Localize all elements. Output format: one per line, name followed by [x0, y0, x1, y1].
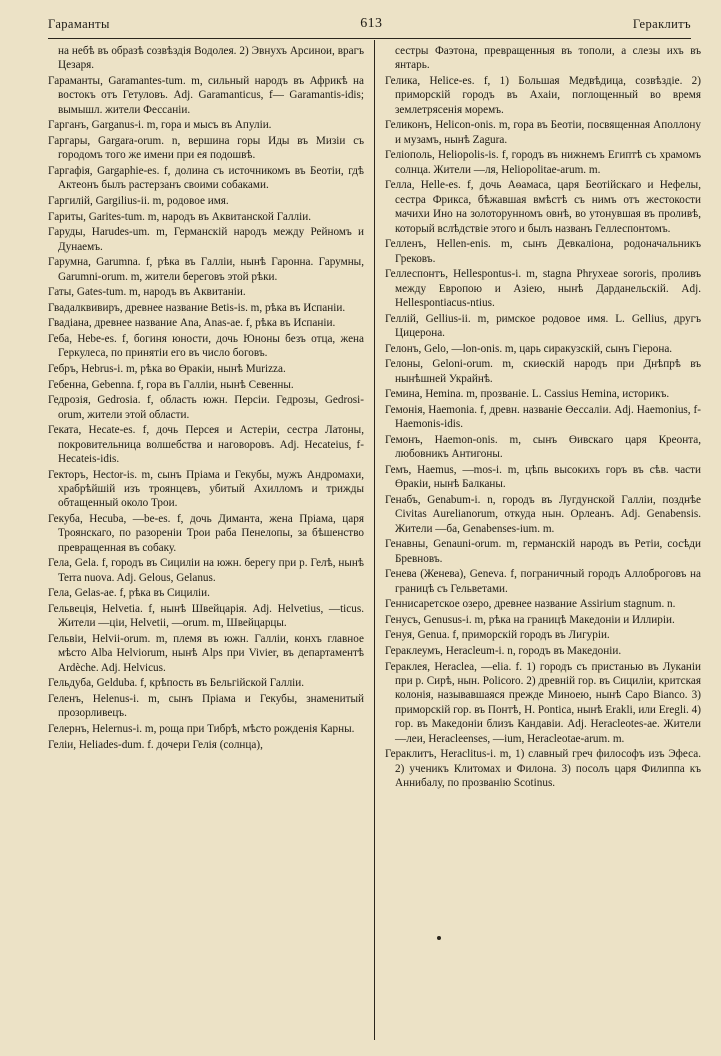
- dictionary-entry: Гебръ, Hebrus-i. m, рѣка во Өракіи, нынѣ Murizza.: [48, 362, 286, 375]
- dictionary-entry: Гебенна, Gebenna. f, гора въ Галліи, нынѣ Севенны.: [48, 378, 294, 391]
- dictionary-entry: Гаты, Gates-tum. m, народъ въ Аквитаніи.: [48, 286, 246, 299]
- dictionary-entry: Геката, Hecate-es. f, дочь Персея и Астеріи, сестра Латоны, покровительница волшебства и наговоровъ. Adj. Hecateius, f- Hecateis-idis.: [48, 424, 364, 465]
- dictionary-entry: сестры Фаэтона, превращенныя въ тополи, а слезы ихъ въ янтарь.: [395, 45, 701, 72]
- dictionary-entry: Гераклитъ, Heraclitus-i. m, 1) славный греч философъ изъ Эфеса. 2) ученикъ Клитомах и Филона. 3) посолъ царя Филиппа къ Аннибалу, по прозванію Scotinus.: [385, 748, 701, 790]
- dictionary-entry: Генабъ, Genabum-i. n, городъ въ Лугдунской Галліи, позднѣе Civitas Aurelianorum, откуда нын. Орлеанъ. Adj. Genabensis. Жители —ба, Genabenses-ium. m.: [385, 493, 701, 535]
- dictionary-entry: Генуя, Genua. f, приморскій городъ въ Лигуріи.: [385, 629, 610, 642]
- dictionary-entry: Гемъ, Haemus, —mos-i. m, цѣпь высокихъ горъ въ сѣв. части Өракіи, нынѣ Балканы.: [385, 463, 701, 491]
- dictionary-entry: Геленъ, Helenus-i. m, сынъ Пріама и Гекубы, знаменитый прозорливецъ.: [48, 692, 364, 720]
- dictionary-entry: Гвадалквивиръ, древнее название Betis-is. m, рѣка въ Испаніи.: [48, 301, 346, 314]
- dictionary-entry: Генавны, Genauni-orum. m, германскій народъ въ Ретіи, сосѣди Бревновъ.: [385, 538, 701, 565]
- dictionary-entry: Гариты, Garites-tum. m, народъ въ Аквитанской Галліи.: [48, 210, 312, 223]
- dictionary-entry: Гелика, Helice-es. f, 1) Большая Медвѣдица, созвѣздіе. 2) приморскій городъ въ Ахаіи, поглощенный во время землетрясенія моремъ.: [385, 75, 701, 116]
- dictionary-entry: Геллеспонтъ, Hellespontus-i. m, stagna Phryxeae sororis, проливъ между Европою и Азіею, нынѣ Дарданельскій. Adj. Hellespontiacus-ntius.: [385, 268, 701, 310]
- dictionary-entry: Геба, Hebe-es. f, богиня юности, дочь Юноны безъ отца, жена Геркулеса, по принятіи его въ число боговъ.: [48, 332, 364, 360]
- page-number: 613: [360, 16, 383, 31]
- header-left-word: Гараманты: [48, 16, 110, 31]
- dictionary-entry: Гелонъ, Gelo, —lon-onis. m, царь сиракузскій, сынъ Гіерона.: [385, 342, 673, 355]
- dictionary-entry: Гелла, Helle-es. f, дочь Аөамаса, царя Беотійскаго и Нефелы, сестра Фрикса, бѣжавшая вмѣстѣ съ нимъ отъ жестокости мачихи Ино на золоторунномъ овнѣ, во утонувшая въ проливѣ, который вслѣдствіе этого и былъ названъ Геллеспонтомъ.: [385, 179, 701, 235]
- dictionary-entry: Гела, Gelas-ae. f, рѣка въ Сициліи.: [48, 587, 210, 600]
- dictionary-entry: Гемина, Hemina. m, прозваніе. L. Cassius Hemina, историкъ.: [385, 388, 670, 401]
- dictionary-entry: Гедрозія, Gedrosia. f, область южн. Персіи. Гедрозы, Gedrosi-orum, жители этой области.: [48, 394, 364, 421]
- end-dot: [437, 936, 441, 940]
- dictionary-entry: Гельдуба, Gelduba. f, крѣпость въ Бельгійской Галліи.: [48, 677, 305, 690]
- column-divider: [374, 40, 375, 1040]
- dictionary-entry: Гелернъ, Helernus-i. m, роща при Тибрѣ, мѣсто рожденія Карны.: [48, 722, 355, 735]
- dictionary-entry: Гемонъ, Haemon-onis. m, сынъ Өивскаго царя Креонта, любовникъ Антигоны.: [385, 433, 701, 461]
- dictionary-entry: Гераклеумъ, Heracleum-i. n, городъ въ Македоніи.: [385, 645, 622, 657]
- dictionary-entry: Гела, Gela. f, городъ въ Сициліи на южн. берегу при р. Гелѣ, нынѣ Terra nuova. Adj. Gelous, Gelanus.: [48, 557, 364, 584]
- dictionary-entry: Гвадіана, древнее название Ana, Anas-ae. f, рѣка въ Испаніи.: [48, 317, 336, 330]
- dictionary-entry: Гекуба, Hecuba, —be-es. f, дочь Диманта, жена Пріама, царя Троянскаго, по разореніи Трои раба Пенелопы, за бѣшенство превращенная въ собаку.: [48, 512, 364, 554]
- dictionary-entry: Гераклея, Heraclea, —elia. f. 1) городъ съ пристанью въ Луканіи при р. Сирѣ, нын. Policoro. 2) древній гор. въ Сициліи, критская колонія, называвшаяся прежде Миноею, нынѣ Capo Bianco. 3) приморскій гор. въ Понтѣ, H. Pontica, нынѣ Erakli, или Eregli. 4) гор. въ Македоніи близъ Кандавіи. Adj. Heracleotes-ae. Жители —леи, Heracleenses, —ium, Heracleotae-arum. m.: [385, 660, 701, 745]
- dictionary-entry: Генева (Женева), Geneva. f, пограничный городъ Аллоброговъ на границѣ съ Гельветами.: [385, 568, 701, 595]
- right-column: [385, 44, 701, 792]
- dictionary-entry: Гелоны, Geloni-orum. m, скиөскій народъ при Днѣпрѣ въ нынѣшней Украйнѣ.: [385, 358, 701, 385]
- dictionary-entry: Гаруды, Harudes-um. m, Германскій народъ между Рейномъ и Дунаемъ.: [48, 226, 364, 253]
- dictionary-entry: Гельвіи, Helvii-orum. m, племя въ южн. Галліи, конхъ главное мѣсто Alba Helviorum, нынѣ Alps при Vivier, въ департаментѣ Ardèche. Adj. Helvicus.: [48, 632, 364, 674]
- dictionary-entry: Геликонъ, Helicon-onis. m, гора въ Беотіи, посвященная Аполлону и музамъ, нынѣ Zagura.: [385, 119, 701, 146]
- header-rule: [48, 38, 691, 39]
- dictionary-entry: Гараманты, Garamantes-tum. m, сильный народъ въ Африкѣ на востокъ отъ Гетуловъ. Adj. Garamanticus, f— Garamantis-idis; вымышл. жители Фессаніи.: [48, 75, 364, 116]
- dictionary-entry: Гарумна, Garumna. f, рѣка въ Галліи, нынѣ Гаронна. Гарумны, Garumni-orum. m, жители береговъ этой рѣки.: [48, 256, 364, 283]
- left-column: [48, 44, 364, 753]
- dictionary-entry: Генусъ, Genusus-i. m, рѣка на границѣ Македоніи и Иллиріи.: [385, 613, 675, 626]
- dictionary-entry: Геліополь, Heliopolis-is. f, городъ въ нижнемъ Египтѣ съ храмомъ солнца. Жители —ля, Heliopolitae-arum. m.: [385, 149, 701, 176]
- dictionary-entry: Гельвеція, Helvetia. f, нынѣ Швейцарія. Adj. Helvetius, —ticus. Жители —ціи, Helvetii, —orum. m, Швейцарцы.: [48, 602, 364, 630]
- dictionary-entry: Геліи, Heliades-dum. f. дочери Гелія (солнца),: [48, 738, 263, 751]
- dictionary-entry: Гаргилій, Gargilius-ii. m, родовое имя.: [48, 195, 229, 207]
- dictionary-entry: Гаргафія, Gargaphie-es. f, долина съ источникомъ въ Беотіи, гдѣ Актеонъ былъ растерзанъ своими собаками.: [48, 165, 364, 192]
- dictionary-entry: Геннисаретское озеро, древнее название Assirium stagnum. n.: [385, 598, 676, 611]
- dictionary-entry: на небѣ въ образѣ созвѣздія Водолея. 2) Эвнухъ Арсинои, врагъ Цезаря.: [58, 45, 364, 72]
- dictionary-entry: Гекторъ, Hector-is. m, сынъ Пріама и Гекубы, мужъ Андромахи, храбрѣйшій изъ троянцевъ, убитый Ахилломъ и трижды обтащенный около Трои.: [48, 468, 364, 510]
- header-right-word: Гераклитъ: [632, 16, 691, 31]
- dictionary-entry: Гелленъ, Hellen-enis. m, сынъ Девкаліона, родоначальникъ Грековъ.: [385, 238, 701, 265]
- running-header: [48, 14, 691, 34]
- dictionary-entry: Геллій, Gellius-ii. m, римское родовое имя. L. Gellius, другъ Цицерона.: [385, 312, 701, 340]
- dictionary-entry: Гарганъ, Garganus-i. m, гора и мысъ въ Апуліи.: [48, 119, 272, 132]
- dictionary-entry: Гаргары, Gargara-orum. n, вершина горы Иды въ Мизіи съ городомъ того же имени при ея подошвѣ.: [48, 135, 364, 162]
- dictionary-entry: Гемонія, Haemonia. f, древн. названіе Өессаліи. Adj. Haemonius, f- Haemonis-idis.: [385, 403, 701, 431]
